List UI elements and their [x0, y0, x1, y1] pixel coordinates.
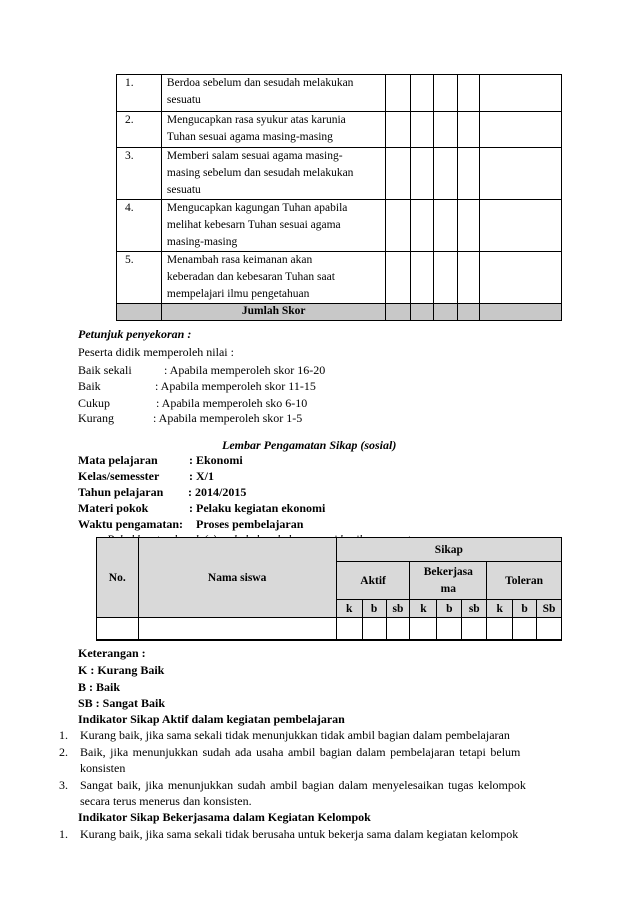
indicator-number: 3. — [59, 778, 68, 792]
score-cell[interactable] — [458, 112, 480, 148]
score-cell[interactable] — [480, 200, 562, 252]
total-spacer — [117, 304, 162, 321]
scoring-guide-intro: Peserta didik memperoleh nilai : — [78, 345, 234, 359]
col-header-no: No. — [97, 538, 139, 618]
row-number: 5. — [117, 252, 162, 304]
indicator-number: 1. — [59, 728, 68, 742]
row-number: 3. — [117, 148, 162, 200]
table-row — [117, 112, 562, 148]
sub-header: b — [513, 600, 537, 618]
input-cell[interactable] — [362, 618, 386, 640]
info-value: : 2014/2015 — [188, 485, 247, 499]
score-cell[interactable] — [386, 75, 411, 112]
legend-item: K : Kurang Baik — [78, 663, 165, 677]
col-header-toleran: Toleran — [487, 562, 562, 600]
score-cell[interactable] — [411, 200, 434, 252]
score-cell[interactable] — [386, 200, 411, 252]
statement-cell: Mengucapkan kagungan Tuhan apabila melihat kebesarn Tuhan sesuai agama masing-masing — [161, 200, 386, 252]
total-cell — [480, 304, 562, 321]
indicator-text: konsisten — [80, 761, 126, 775]
input-cell[interactable] — [386, 618, 410, 640]
scoring-label: Kurang — [78, 411, 114, 425]
score-cell[interactable] — [386, 112, 411, 148]
input-cell[interactable] — [513, 618, 537, 640]
sub-header: sb — [462, 600, 487, 618]
legend-title: Keterangan : — [78, 646, 146, 660]
score-cell[interactable] — [434, 112, 458, 148]
scoring-desc: : Apabila memperoleh sko 6-10 — [156, 396, 308, 410]
col-header-nama: Nama siswa — [138, 538, 336, 618]
input-cell[interactable] — [138, 618, 336, 640]
input-cell[interactable] — [462, 618, 487, 640]
legend-item: B : Baik — [78, 680, 121, 694]
col-header-bekerjasama: Bekerjasa ma — [410, 562, 487, 600]
indicator-text: Sangat baik, jika menunjukkan sudah ambil bagian dalam menyelesaikan tugas kelompok — [80, 778, 526, 792]
table-row — [117, 148, 562, 200]
score-cell[interactable] — [434, 148, 458, 200]
sub-header: b — [437, 600, 462, 618]
score-cell[interactable] — [458, 252, 480, 304]
total-row — [117, 304, 562, 321]
score-cell[interactable] — [458, 148, 480, 200]
sub-header: b — [362, 600, 386, 618]
total-cell — [434, 304, 458, 321]
info-value: : X/1 — [189, 469, 214, 483]
table-row — [117, 252, 562, 304]
input-cell[interactable] — [336, 618, 362, 640]
scoring-guide-title: Petunjuk penyekoran : — [78, 327, 192, 341]
info-label: Mata pelajaran — [78, 453, 158, 467]
score-cell[interactable] — [434, 252, 458, 304]
score-cell[interactable] — [458, 200, 480, 252]
total-cell — [411, 304, 434, 321]
score-cell[interactable] — [386, 252, 411, 304]
sub-header: k — [410, 600, 437, 618]
statement-cell: Memberi salam sesuai agama masing- masing sebelum dan sesudah melakukan sesuatu — [161, 148, 386, 200]
indicator-text: Kurang baik, jika sama sekali tidak berusaha untuk bekerja sama dalam kegiatan kelompok — [80, 827, 519, 841]
spiritual-attitude-table — [116, 74, 562, 321]
indicator-text: Kurang baik, jika sama sekali tidak menunjukkan tidak ambil bagian dalam pembelajaran — [80, 728, 510, 742]
score-cell[interactable] — [480, 148, 562, 200]
scoring-desc: : Apabila memperoleh skor 1-5 — [153, 411, 303, 425]
scoring-desc: : Apabila memperoleh skor 11-15 — [155, 379, 316, 393]
score-cell[interactable] — [386, 148, 411, 200]
indicator-active-title: Indikator Sikap Aktif dalam kegiatan pembelajaran — [78, 712, 345, 726]
score-cell[interactable] — [458, 75, 480, 112]
score-cell[interactable] — [434, 75, 458, 112]
info-value: : Pelaku kegiatan ekonomi — [189, 501, 326, 515]
score-cell[interactable] — [411, 112, 434, 148]
info-label: Materi pokok — [78, 501, 149, 515]
info-label: Kelas/semesster — [78, 469, 160, 483]
input-cell[interactable] — [487, 618, 513, 640]
col-header-sikap: Sikap — [336, 538, 561, 562]
sub-header: sb — [386, 600, 410, 618]
input-cell[interactable] — [437, 618, 462, 640]
scoring-label: Baik sekali — [78, 363, 132, 377]
legend-item: SB : Sangat Baik — [78, 696, 166, 710]
info-label: Waktu pengamatan: — [78, 517, 184, 531]
scoring-desc: : Apabila memperoleh skor 16-20 — [164, 363, 326, 377]
row-number: 2. — [117, 112, 162, 148]
score-cell[interactable] — [480, 75, 562, 112]
scoring-label: Baik — [78, 379, 101, 393]
statement-cell: Menambah rasa keimanan akan keberadan dan kebesaran Tuhan saat mempelajari ilmu pengetahuan — [161, 252, 386, 304]
social-attitude-table — [96, 537, 562, 641]
total-label: Jumlah Skor — [161, 304, 386, 321]
scoring-label: Cukup — [78, 396, 111, 410]
score-cell[interactable] — [411, 252, 434, 304]
row-number: 4. — [117, 200, 162, 252]
statement-cell: Mengucapkan rasa syukur atas karunia Tuhan sesuai agama masing-masing — [161, 112, 386, 148]
info-value: : Ekonomi — [189, 453, 243, 467]
sub-header: Sb — [537, 600, 562, 618]
indicator-number: 2. — [59, 745, 68, 759]
table-row — [117, 200, 562, 252]
score-cell[interactable] — [480, 252, 562, 304]
total-cell — [458, 304, 480, 321]
sub-header: k — [487, 600, 513, 618]
score-cell[interactable] — [411, 75, 434, 112]
indicator-number: 1. — [59, 827, 68, 841]
indicator-teamwork-title: Indikator Sikap Bekerjasama dalam Kegiatan Kelompok — [78, 810, 371, 824]
table-row — [97, 618, 562, 640]
col-header-aktif: Aktif — [336, 562, 410, 600]
indicator-text: Baik, jika menunjukkan sudah ada usaha ambil bagian dalam pembelajaran tetapi belum — [80, 745, 521, 759]
score-cell[interactable] — [480, 112, 562, 148]
input-cell[interactable] — [410, 618, 437, 640]
total-cell — [386, 304, 411, 321]
info-value: Proses pembelajaran — [196, 517, 304, 531]
input-cell[interactable] — [537, 618, 562, 640]
input-cell[interactable] — [97, 618, 139, 640]
table-row — [117, 75, 562, 112]
score-cell[interactable] — [411, 148, 434, 200]
info-label: Tahun pelajaran — [78, 485, 164, 499]
indicator-text: secara terus menerus dan konsisten. — [80, 794, 252, 808]
row-number: 1. — [117, 75, 162, 112]
score-cell[interactable] — [434, 200, 458, 252]
observation-sheet-title: Lembar Pengamatan Sikap (sosial) — [222, 438, 397, 452]
statement-cell: Berdoa sebelum dan sesudah melakukan sesuatu — [161, 75, 386, 112]
sub-header: k — [336, 600, 362, 618]
